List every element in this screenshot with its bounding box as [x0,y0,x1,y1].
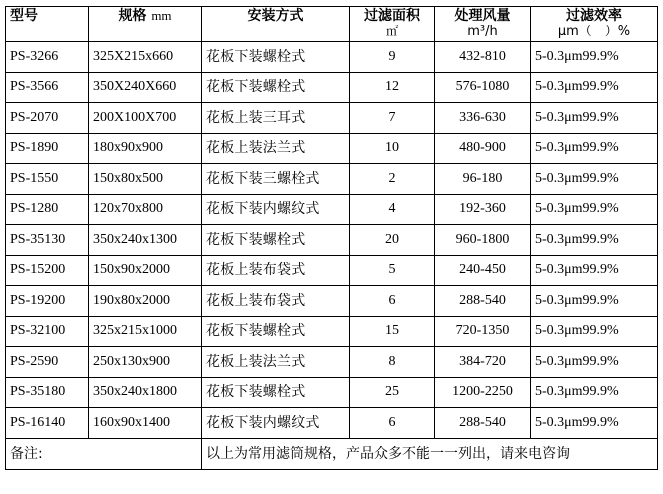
cell-spec: 200X100X700 [89,103,202,134]
table-row [6,316,658,347]
cell-model: PS-1550 [6,164,89,195]
cell-spec: 325x215x1000 [89,316,202,347]
header-spec-unit-cell [89,25,202,42]
cell-model: PS-19200 [6,286,89,317]
cell-spec: 150x80x500 [89,164,202,195]
table-row [6,347,658,378]
cell-area: 8 [350,347,435,378]
cell-model: PS-15200 [6,255,89,286]
cell-method: 花板上装布袋式 [202,286,350,317]
cell-airflow: 288-540 [435,286,531,317]
cell-spec: 160x90x1400 [89,408,202,439]
cell-spec: 350x240x1300 [89,225,202,256]
cell-spec: 350x240x1800 [89,377,202,408]
cell-airflow: 432-810 [435,42,531,73]
cell-efficiency: 5-0.3μm99.9% [531,103,658,134]
cell-spec: 250x130x900 [89,347,202,378]
filter-spec-table [5,6,658,470]
cell-method: 花板下装螺栓式 [202,316,350,347]
table-row [6,286,658,317]
cell-efficiency: 5-0.3μm99.9% [531,72,658,103]
table-header [6,7,658,42]
cell-method: 花板上装法兰式 [202,347,350,378]
note-row [6,438,658,469]
cell-method: 花板下装螺栓式 [202,225,350,256]
header-airflow-unit: m³/h [435,25,531,42]
cell-model: PS-3566 [6,72,89,103]
header-method-unit-cell [202,25,350,42]
cell-method: 花板上装法兰式 [202,133,350,164]
cell-model: PS-2070 [6,103,89,134]
header-method: 安装方式 [202,7,350,26]
cell-airflow: 480-900 [435,133,531,164]
cell-area: 4 [350,194,435,225]
header-airflow: 处理风量 [435,7,531,26]
cell-airflow: 240-450 [435,255,531,286]
cell-efficiency: 5-0.3μm99.9% [531,255,658,286]
cell-efficiency: 5-0.3μm99.9% [531,377,658,408]
cell-airflow: 960-1800 [435,225,531,256]
cell-spec: 150x90x2000 [89,255,202,286]
cell-spec: 180x90x900 [89,133,202,164]
cell-area: 12 [350,72,435,103]
header-row-titles [6,7,658,26]
cell-model: PS-1890 [6,133,89,164]
header-efficiency: 过滤效率 [531,7,658,26]
cell-method: 花板下装螺栓式 [202,72,350,103]
cell-area: 9 [350,42,435,73]
cell-model: PS-35180 [6,377,89,408]
cell-spec: 325X215x660 [89,42,202,73]
header-area: 过滤面积 [350,7,435,26]
header-spec [89,7,202,26]
cell-spec: 190x80x2000 [89,286,202,317]
table-row [6,103,658,134]
table-row [6,255,658,286]
cell-area: 6 [350,408,435,439]
cell-model: PS-1280 [6,194,89,225]
cell-spec: 350X240X660 [89,72,202,103]
header-spec-label: 规格 [118,8,147,24]
cell-model: PS-3266 [6,42,89,73]
table-row [6,42,658,73]
cell-airflow: 192-360 [435,194,531,225]
table-body [6,42,658,470]
cell-method: 花板上装三耳式 [202,103,350,134]
cell-airflow: 1200-2250 [435,377,531,408]
cell-method: 花板下装螺栓式 [202,377,350,408]
cell-method: 花板下装内螺纹式 [202,408,350,439]
table-row [6,164,658,195]
cell-area: 2 [350,164,435,195]
cell-efficiency: 5-0.3μm99.9% [531,42,658,73]
cell-method: 花板下装螺栓式 [202,42,350,73]
table-row [6,377,658,408]
cell-efficiency: 5-0.3μm99.9% [531,225,658,256]
cell-area: 5 [350,255,435,286]
cell-method: 花板上装布袋式 [202,255,350,286]
header-row-units [6,25,658,42]
header-spec-unit: mm [151,8,172,23]
cell-efficiency: 5-0.3μm99.9% [531,194,658,225]
cell-efficiency: 5-0.3μm99.9% [531,316,658,347]
cell-airflow: 576-1080 [435,72,531,103]
cell-efficiency: 5-0.3μm99.9% [531,164,658,195]
note-label: 备注: [6,438,202,469]
cell-airflow: 384-720 [435,347,531,378]
cell-area: 20 [350,225,435,256]
table-row [6,194,658,225]
cell-method: 花板下装内螺纹式 [202,194,350,225]
cell-area: 6 [350,286,435,317]
cell-model: PS-16140 [6,408,89,439]
header-model-unit-cell [6,25,89,42]
cell-area: 25 [350,377,435,408]
cell-method: 花板下装三螺栓式 [202,164,350,195]
header-model: 型号 [6,7,89,26]
cell-model: PS-35130 [6,225,89,256]
table-row [6,133,658,164]
cell-area: 7 [350,103,435,134]
cell-airflow: 720-1350 [435,316,531,347]
cell-model: PS-2590 [6,347,89,378]
table-row [6,225,658,256]
header-efficiency-unit: μm（ ）% [531,25,658,42]
cell-efficiency: 5-0.3μm99.9% [531,133,658,164]
cell-airflow: 336-630 [435,103,531,134]
table-row [6,408,658,439]
cell-efficiency: 5-0.3μm99.9% [531,347,658,378]
note-text: 以上为常用滤筒规格，产品众多不能一一列出，请来电咨询 [202,438,658,469]
cell-efficiency: 5-0.3μm99.9% [531,408,658,439]
cell-model: PS-32100 [6,316,89,347]
cell-spec: 120x70x800 [89,194,202,225]
cell-area: 15 [350,316,435,347]
cell-airflow: 96-180 [435,164,531,195]
cell-efficiency: 5-0.3μm99.9% [531,286,658,317]
header-area-unit: ㎡ [350,25,435,42]
table-row [6,72,658,103]
cell-airflow: 288-540 [435,408,531,439]
cell-area: 10 [350,133,435,164]
